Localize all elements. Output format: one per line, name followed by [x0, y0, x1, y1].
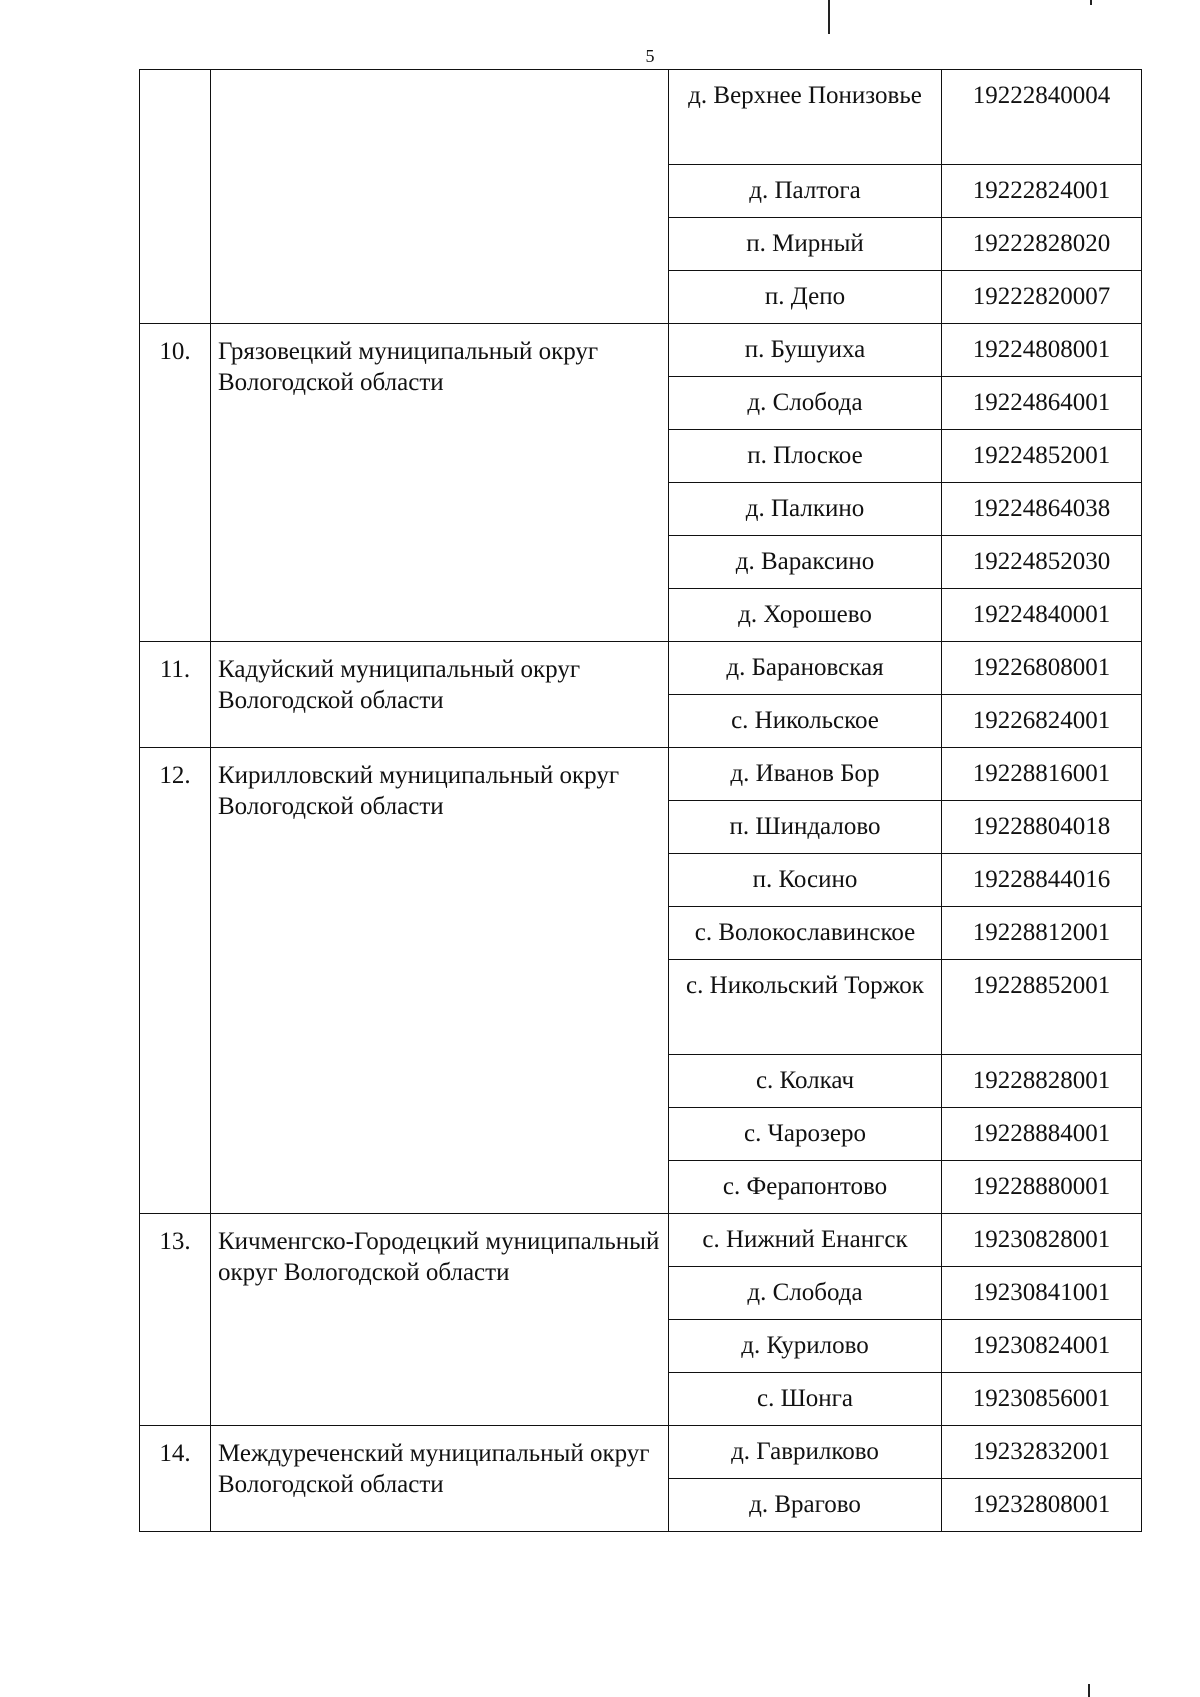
oktmo-code: 19226824001 [942, 695, 1142, 748]
settlement-name: д. Хорошево [669, 589, 942, 642]
settlement-name: д. Гаврилково [669, 1426, 942, 1479]
oktmo-code: 19228852001 [942, 960, 1142, 1055]
settlement-name: д. Курилово [669, 1320, 942, 1373]
district-name: Кичменгско-Городецкий муниципальный округ Вологодской области [211, 1214, 669, 1426]
oktmo-code: 19230824001 [942, 1320, 1142, 1373]
oktmo-code: 19222824001 [942, 165, 1142, 218]
oktmo-code: 19232832001 [942, 1426, 1142, 1479]
oktmo-code: 19224852030 [942, 536, 1142, 589]
scan-mark-top [828, 0, 830, 34]
settlement-name: с. Волокославинское [669, 907, 942, 960]
table-row [140, 642, 1142, 695]
settlement-name: д. Вараксино [669, 536, 942, 589]
oktmo-code: 19228880001 [942, 1161, 1142, 1214]
oktmo-code: 19222840004 [942, 70, 1142, 165]
oktmo-code: 19224808001 [942, 324, 1142, 377]
settlement-name: п. Косино [669, 854, 942, 907]
settlement-name: д. Палтога [669, 165, 942, 218]
settlement-name: п. Мирный [669, 218, 942, 271]
settlement-name: п. Плоское [669, 430, 942, 483]
district-name: Кирилловский муниципальный округ Вологодской области [211, 748, 669, 1214]
settlement-name: п. Шиндалово [669, 801, 942, 854]
settlement-name: с. Никольское [669, 695, 942, 748]
oktmo-code: 19228816001 [942, 748, 1142, 801]
oktmo-code: 19228844016 [942, 854, 1142, 907]
district-name: Кадуйский муниципальный округ Вологодской области [211, 642, 669, 748]
oktmo-code: 19228884001 [942, 1108, 1142, 1161]
oktmo-code: 19228804018 [942, 801, 1142, 854]
district-name: Междуреченский муниципальный округ Вологодской области [211, 1426, 669, 1532]
group-number: 13. [140, 1214, 211, 1426]
group-number: 11. [140, 642, 211, 748]
settlement-name: с. Нижний Енангск [669, 1214, 942, 1267]
oktmo-code: 19228828001 [942, 1055, 1142, 1108]
settlement-name: д. Слобода [669, 1267, 942, 1320]
settlement-name: с. Колкач [669, 1055, 942, 1108]
scan-mark-top-right [1090, 0, 1092, 5]
group-number: 12. [140, 748, 211, 1214]
oktmo-code: 19224852001 [942, 430, 1142, 483]
settlement-name: п. Депо [669, 271, 942, 324]
settlement-name: д. Верхнее Понизовье [669, 70, 942, 165]
oktmo-code: 19224864038 [942, 483, 1142, 536]
district-name [211, 70, 669, 324]
group-number: 14. [140, 1426, 211, 1532]
settlement-name: с. Чарозеро [669, 1108, 942, 1161]
table-row [140, 70, 1142, 165]
oktmo-code: 19224840001 [942, 589, 1142, 642]
group-number [140, 70, 211, 324]
oktmo-code: 19232808001 [942, 1479, 1142, 1532]
settlements-table [139, 69, 1142, 1532]
settlement-name: с. Ферапонтово [669, 1161, 942, 1214]
settlement-name: д. Слобода [669, 377, 942, 430]
oktmo-code: 19230841001 [942, 1267, 1142, 1320]
oktmo-code: 19226808001 [942, 642, 1142, 695]
settlement-name: с. Шонга [669, 1373, 942, 1426]
settlement-name: д. Врагово [669, 1479, 942, 1532]
table-row [140, 1214, 1142, 1267]
table-row [140, 324, 1142, 377]
settlement-name: с. Никольский Торжок [669, 960, 942, 1055]
oktmo-code: 19222820007 [942, 271, 1142, 324]
settlement-name: д. Палкино [669, 483, 942, 536]
table-row [140, 1426, 1142, 1479]
scan-mark-bottom [1088, 1684, 1090, 1697]
oktmo-code: 19230828001 [942, 1214, 1142, 1267]
page-number: 5 [645, 46, 655, 66]
oktmo-code: 19230856001 [942, 1373, 1142, 1426]
table-row [140, 748, 1142, 801]
oktmo-code: 19224864001 [942, 377, 1142, 430]
oktmo-code: 19228812001 [942, 907, 1142, 960]
district-name: Грязовецкий муниципальный округ Вологодской области [211, 324, 669, 642]
oktmo-code: 19222828020 [942, 218, 1142, 271]
settlement-name: д. Барановская [669, 642, 942, 695]
settlement-name: д. Иванов Бор [669, 748, 942, 801]
settlement-name: п. Бушуиха [669, 324, 942, 377]
group-number: 10. [140, 324, 211, 642]
